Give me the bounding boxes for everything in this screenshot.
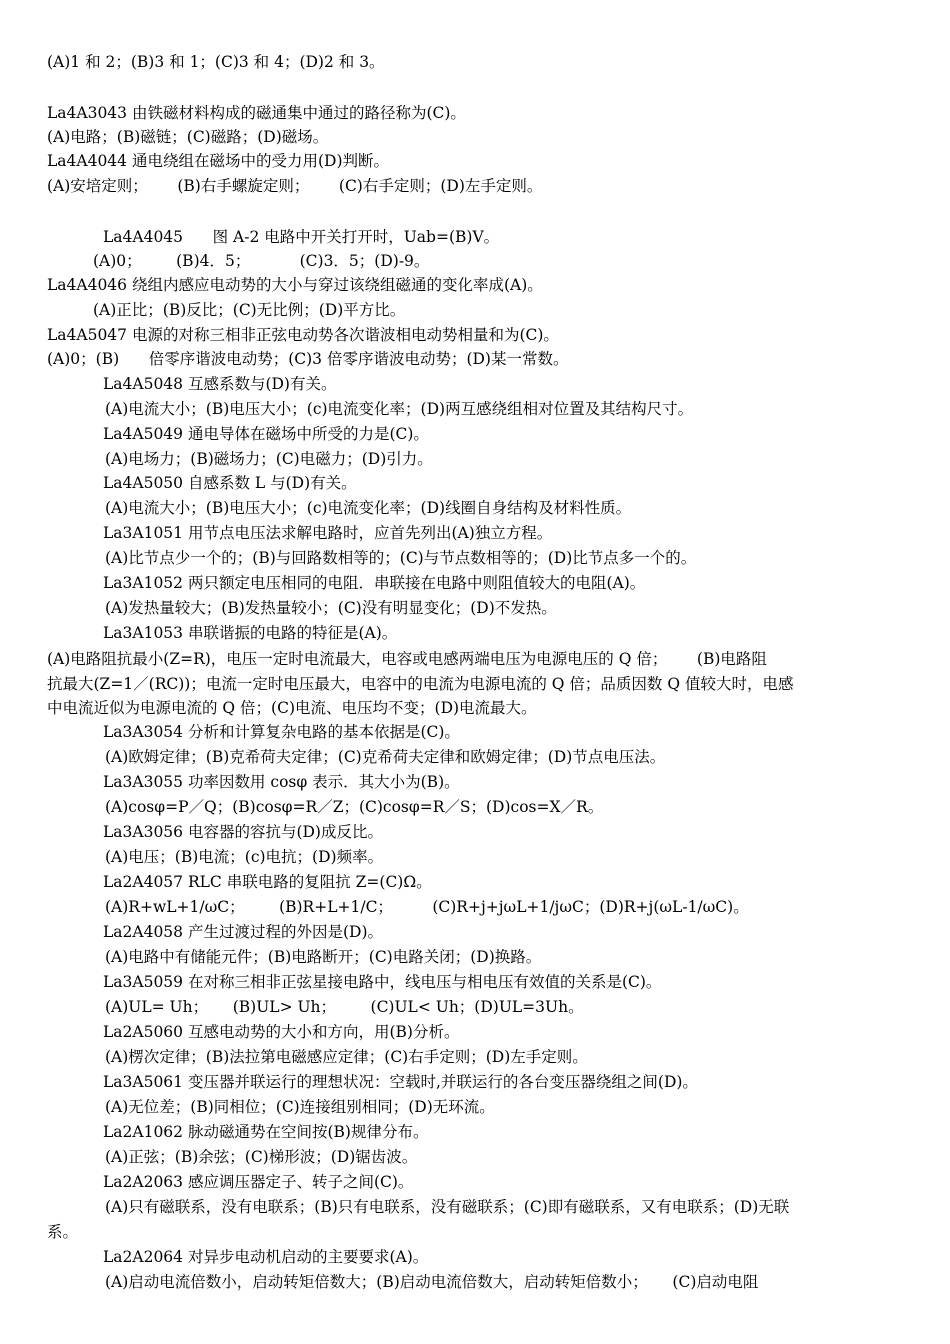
text-line: (A)启动电流倍数小，启动转矩倍数大；(B)启动电流倍数大，启动转矩倍数小； (C)启动电阻 xyxy=(105,1273,759,1291)
text-line: (A)UL= Uh； (B)UL> Uh； (C)UL< Uh；(D)UL=3Uh。 xyxy=(105,998,584,1016)
text-line: La3A3054 分析和计算复杂电路的基本依据是(C)。 xyxy=(103,723,460,741)
text-line: (A)楞次定律；(B)法拉第电磁感应定律；(C)右手定则；(D)左手定则。 xyxy=(105,1048,588,1066)
text-line: La3A3056 电容器的容抗与(D)成反比。 xyxy=(103,823,383,841)
text-line: (A)正比；(B)反比；(C)无比例；(D)平方比。 xyxy=(93,301,406,319)
text-line: La3A1052 两只额定电压相同的电阻．串联接在电路中则阻值较大的电阻(A)。 xyxy=(103,574,646,592)
text-line: La4A5048 互感系数与(D)有关。 xyxy=(103,375,337,393)
text-line: La3A5061 变压器并联运行的理想状况：空载时,并联运行的各台变压器绕组之间(D)。 xyxy=(103,1073,698,1091)
text-line: 中电流近似为电源电流的 Q 倍；(C)电流、电压均不变；(D)电流最大。 xyxy=(47,699,537,717)
text-line: (A)安培定则； (B)右手螺旋定则； (C)右手定则；(D)左手定则。 xyxy=(47,177,543,195)
text-line: La4A5047 电源的对称三相非正弦电动势各次谐波相电动势相量和为(C)。 xyxy=(47,326,559,344)
text-line: (A)电路中有储能元件；(B)电路断开；(C)电路关闭；(D)换路。 xyxy=(105,948,542,966)
text-line: (A)欧姆定律；(B)克希荷夫定律；(C)克希荷夫定律和欧姆定律；(D)节点电压法。 xyxy=(105,748,666,766)
text-line: (A)0； (B)4．5； (C)3．5；(D)-9。 xyxy=(93,252,430,270)
text-line: (A)电压；(B)电流；(c)电抗；(D)频率。 xyxy=(105,848,384,866)
text-line: (A)电路阻抗最小(Z=R)，电压一定时电流最大，电容或电感两端电压为电源电压的 Q 倍； (B)电路阻 xyxy=(47,650,767,668)
text-line: 系。 xyxy=(47,1223,79,1241)
text-line: (A)无位差；(B)同相位；(C)连接组别相同；(D)无环流。 xyxy=(105,1098,495,1116)
text-line: (A)电路；(B)磁链；(C)磁路；(D)磁场。 xyxy=(47,128,329,146)
text-line: (A)电流大小；(B)电压大小；(c)电流变化率；(D)线圈自身结构及材料性质。 xyxy=(105,499,632,517)
text-line: (A)电场力；(B)磁场力；(C)电磁力；(D)引力。 xyxy=(105,450,433,468)
text-line: 抗最大(Z=1／(RC))；电流一定时电压最大，电容中的电流为电源电流的 Q 倍；品质因数 Q 值较大时，电感 xyxy=(47,675,794,693)
text-line: La3A5059 在对称三相非正弦星接电路中，线电压与相电压有效值的关系是(C)。 xyxy=(103,973,662,991)
text-line: La2A4057 RLC 串联电路的复阻抗 Z=(C)Ω。 xyxy=(103,873,432,891)
text-line: La4A4045 图 A-2 电路中开关打开时，Uab=(B)V。 xyxy=(103,228,500,246)
text-line: (A)cosφ=P／Q；(B)cosφ=R／Z；(C)cosφ=R／S；(D)cos=X／R。 xyxy=(105,798,604,816)
text-line: La4A5050 自感系数 L 与(D)有关。 xyxy=(103,474,357,492)
text-line: (A)1 和 2；(B)3 和 1；(C)3 和 4；(D)2 和 3。 xyxy=(47,53,385,71)
text-line: (A)0；(B) 倍零序谐波电动势；(C)3 倍零序谐波电动势；(D)某一常数。 xyxy=(47,350,569,368)
text-line: La2A1062 脉动磁通势在空间按(B)规律分布。 xyxy=(103,1123,429,1141)
text-line: (A)比节点少一个的；(B)与回路数相等的；(C)与节点数相等的；(D)比节点多一个的。 xyxy=(105,549,697,567)
text-line: (A)R+wL+1/ωC； (B)R+L+1/C； (C)R+j+jωL+1/jωC；(D)R+j(ωL-1/ωC)。 xyxy=(105,898,749,916)
text-line: La4A5049 通电导体在磁场中所受的力是(C)。 xyxy=(103,425,429,443)
text-line: La2A2064 对异步电动机启动的主要要求(A)。 xyxy=(103,1248,429,1266)
text-line: La3A1051 用节点电压法求解电路时，应首先列出(A)独立方程。 xyxy=(103,524,553,542)
text-line: La2A5060 互感电动势的大小和方向，用(B)分析。 xyxy=(103,1023,460,1041)
text-line: La4A4044 通电绕组在磁场中的受力用(D)判断。 xyxy=(47,152,389,170)
text-line: La2A2063 感应调压器定子、转子之间(C)。 xyxy=(103,1173,414,1191)
text-line: (A)正弦；(B)余弦；(C)梯形波；(D)锯齿波。 xyxy=(105,1148,418,1166)
text-line: La4A3043 由铁磁材料构成的磁通集中通过的路径称为(C)。 xyxy=(47,104,466,122)
text-line: La3A3055 功率因数用 cosφ 表示．其大小为(B)。 xyxy=(103,773,460,791)
text-line: (A)只有磁联系，没有电联系；(B)只有电联系，没有磁联系；(C)即有磁联系，又有电联系；(D)无联 xyxy=(105,1198,790,1216)
text-line: (A)电流大小；(B)电压大小；(c)电流变化率；(D)两互感绕组相对位置及其结构尺寸。 xyxy=(105,400,694,418)
text-line: La4A4046 绕组内感应电动势的大小与穿过该绕组磁通的变化率成(A)。 xyxy=(47,276,543,294)
text-line: La3A1053 串联谐振的电路的特征是(A)。 xyxy=(103,624,398,642)
text-line: La2A4058 产生过渡过程的外因是(D)。 xyxy=(103,923,383,941)
text-line: (A)发热量较大；(B)发热量较小；(C)没有明显变化；(D)不发热。 xyxy=(105,599,557,617)
